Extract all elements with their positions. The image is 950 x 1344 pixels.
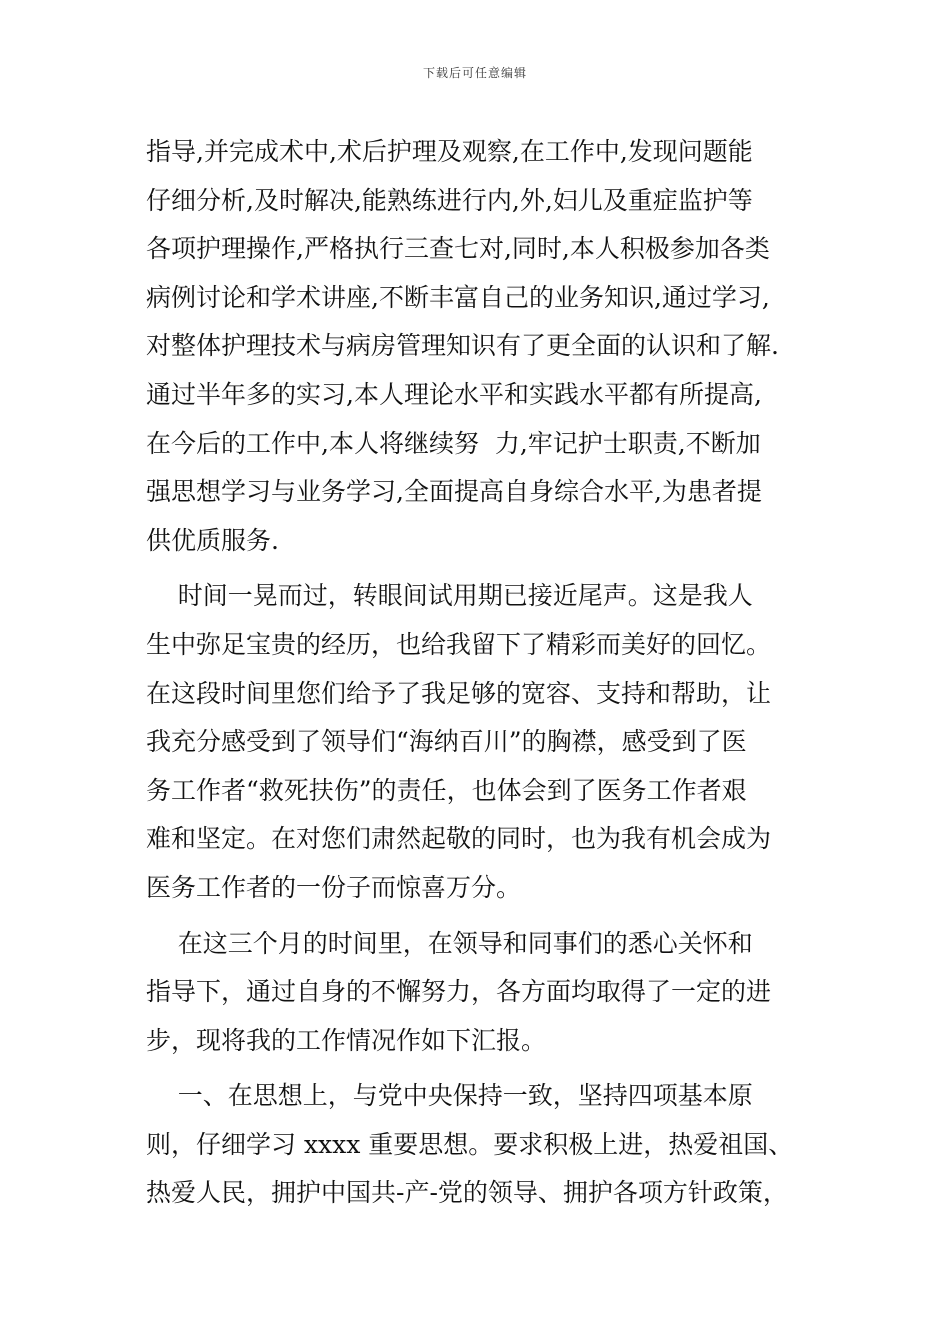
text-line: 指导,并完成术中,术后护理及观察,在工作中,发现问题能 bbox=[146, 137, 753, 166]
document-body bbox=[146, 128, 826, 1218]
text-line: 则，仔细学习 xxxx 重要思想。要求积极上进，热爱祖国、 bbox=[146, 1129, 794, 1159]
text-line: 病例讨论和学术讲座,不断丰富自己的业务知识,通过学习, bbox=[146, 282, 770, 312]
text-line: 强思想学习与业务学习,全面提高自身综合水平,为患者提 bbox=[146, 477, 762, 507]
text-line: 对整体护理技术与病房管理知识有了更全面的认识和了解. bbox=[146, 331, 779, 361]
text-line: 务工作者“救死扶伤”的责任，也体会到了医务工作者艰 bbox=[146, 775, 747, 805]
paragraph-1 bbox=[146, 128, 826, 565]
page-header: 下载后可任意编辑 bbox=[422, 66, 527, 80]
text-line: 时间一晃而过，转眼间试用期已接近尾声。这是我人 bbox=[146, 581, 753, 611]
paragraph-3 bbox=[146, 920, 826, 1066]
text-line: 生中弥足宝贵的经历，也给我留下了精彩而美好的回忆。 bbox=[146, 629, 772, 659]
text-line: 仔细分析,及时解决,能熟练进行内,外,妇儿及重症监护等 bbox=[146, 185, 753, 215]
text-line: 在这三个月的时间里，在领导和同事们的悉心关怀和 bbox=[146, 928, 753, 958]
paragraph-gap bbox=[146, 1065, 826, 1072]
text-line: 在这段时间里您们给予了我足够的宽容、支持和帮助，让 bbox=[146, 678, 772, 708]
text-line: 各项护理操作,严格执行三查七对,同时,本人积极参加各类 bbox=[146, 234, 770, 264]
text-line: 通过半年多的实习,本人理论水平和实践水平都有所提高, bbox=[146, 379, 762, 409]
text-line: 医务工作者的一份子而惊喜万分。 bbox=[146, 872, 522, 902]
paragraph-gap bbox=[146, 913, 826, 920]
paragraph-2 bbox=[146, 572, 826, 912]
text-line: 难和坚定。在对您们肃然起敬的同时，也为我有机会成为 bbox=[146, 824, 772, 854]
text-line: 供优质服务. bbox=[146, 525, 279, 555]
text-line: 步，现将我的工作情况作如下汇报。 bbox=[146, 1025, 547, 1055]
text-line: 热爱人民，拥护中国共-产-党的领导、拥护各项方针政策， bbox=[146, 1178, 788, 1208]
text-line: 一、在思想上，与党中央保持一致，坚持四项基本原 bbox=[146, 1081, 753, 1111]
text-line: 我充分感受到了领导们“海纳百川”的胸襟，感受到了医 bbox=[146, 727, 747, 757]
paragraph-gap bbox=[146, 565, 826, 572]
paragraph-4 bbox=[146, 1072, 826, 1218]
text-line: 在今后的工作中,本人将继续努 力,牢记护士职责,不断加 bbox=[146, 428, 761, 458]
text-line: 指导下，通过自身的不懈努力，各方面均取得了一定的进 bbox=[146, 977, 772, 1007]
